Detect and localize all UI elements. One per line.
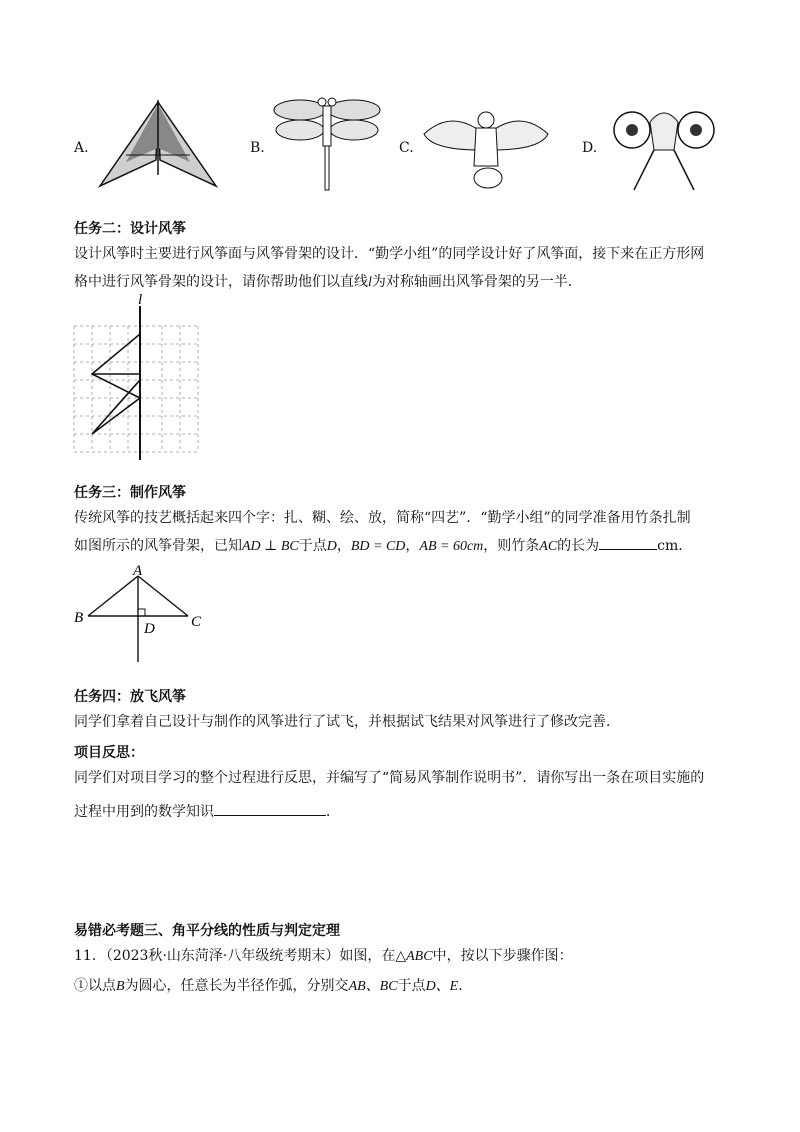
task2-line2-post: 为对称轴画出风筝骨架的另一半． [371,274,582,290]
task2-line2-var: l [368,275,372,290]
triangle-abc-figure [72,562,212,666]
step1-text-d: . [458,978,463,994]
task3-text-a: 如图所示的风筝骨架，已知 [74,538,242,554]
reflection-end: ． [326,804,340,820]
task2-heading: 任务二：设计风筝 [74,221,186,237]
step1-text-a: ①以点 [74,978,116,994]
task3-text-e: ，则竹条 [483,538,540,554]
task3-math-d: D [326,539,337,554]
task3-text-f: 的长为 [557,538,600,554]
task2-paragraph-line2 [74,268,734,297]
reflection-text: 过程中用到的数学知识 [74,804,214,820]
question-math-triangle: △ABC [395,949,433,964]
question-source: （2023秋·山东菏泽·八年级统考期末）如图，在 [105,948,396,964]
option-c-fairy-kite-image [422,104,550,192]
step1-text-c: 于点 [397,978,426,994]
task3-text-c: ， [336,538,351,554]
reflection-paragraph-line1: 同学们对项目学习的整个过程进行反思，并编写了“简易风筝制作说明书”．请你写出一条在项目实施的 [74,770,705,786]
task4-heading: 任务四：放飞风筝 [74,689,186,705]
option-a-delta-kite-image [96,100,246,192]
question-11-stem [74,942,734,971]
task3-answer-blank[interactable] [599,535,657,550]
option-d-swallow-kite-image [604,100,724,192]
task3-text-b: 于点 [298,538,327,554]
task3-unit: cm． [657,538,693,554]
triangle-label-d: D [144,621,155,637]
question-11-step1 [74,972,734,1001]
option-a-label: A. [74,140,89,156]
option-c-label: C. [399,140,414,156]
task2-line2-pre: 格中进行风筝骨架的设计，请你帮助他们以直线 [74,274,368,290]
step1-math-b: B [116,979,125,994]
triangle-label-b: B [74,610,84,626]
task3-heading: 任务三：制作风筝 [74,485,186,501]
reflection-paragraph-line2 [74,798,734,826]
reflection-heading: 项目反思： [74,745,144,761]
triangle-label-a: A [133,563,143,579]
option-b-dragonfly-kite-image [272,96,382,194]
kite-frame-grid-figure [72,292,202,462]
task3-math-perp: AD ⊥ BC [242,539,299,554]
section3-heading: 易错必考题三、角平分线的性质与判定定理 [74,923,340,939]
question-number: 11． [74,948,106,964]
grid-axis-label: l [138,292,143,308]
task3-math-bd-cd: BD = CD [350,539,406,554]
option-b-label: B. [250,140,265,156]
task3-paragraph-line2 [74,532,734,561]
question-tail: 中，按以下步骤作图： [432,948,573,964]
step1-text-b: 为圆心，任意长为半径作弧，分别交 [124,978,349,994]
step1-math-d-e: D、E [425,979,459,994]
triangle-label-c: C [191,614,202,630]
task3-text-d: ， [405,538,420,554]
option-d-label: D. [582,140,598,156]
task3-math-ac: AC [539,539,558,554]
task3-paragraph-line1: 传统风筝的技艺概括起来四个字：扎、糊、绘、放，简称“四艺”．“勤学小组”的同学准备用竹条扎制 [74,510,691,526]
step1-math-ab-bc: AB、BC [348,979,398,994]
task4-paragraph: 同学们拿着自己设计与制作的风筝进行了试飞，并根据试飞结果对风筝进行了修改完善． [74,714,620,730]
task2-paragraph-line1: 设计风筝时主要进行风筝面与风筝骨架的设计．“勤学小组”的同学设计好了风筝面，接下来在正方形网 [74,246,705,262]
task3-math-ab: AB = 60cm [419,539,484,554]
reflection-answer-blank[interactable] [214,801,326,816]
